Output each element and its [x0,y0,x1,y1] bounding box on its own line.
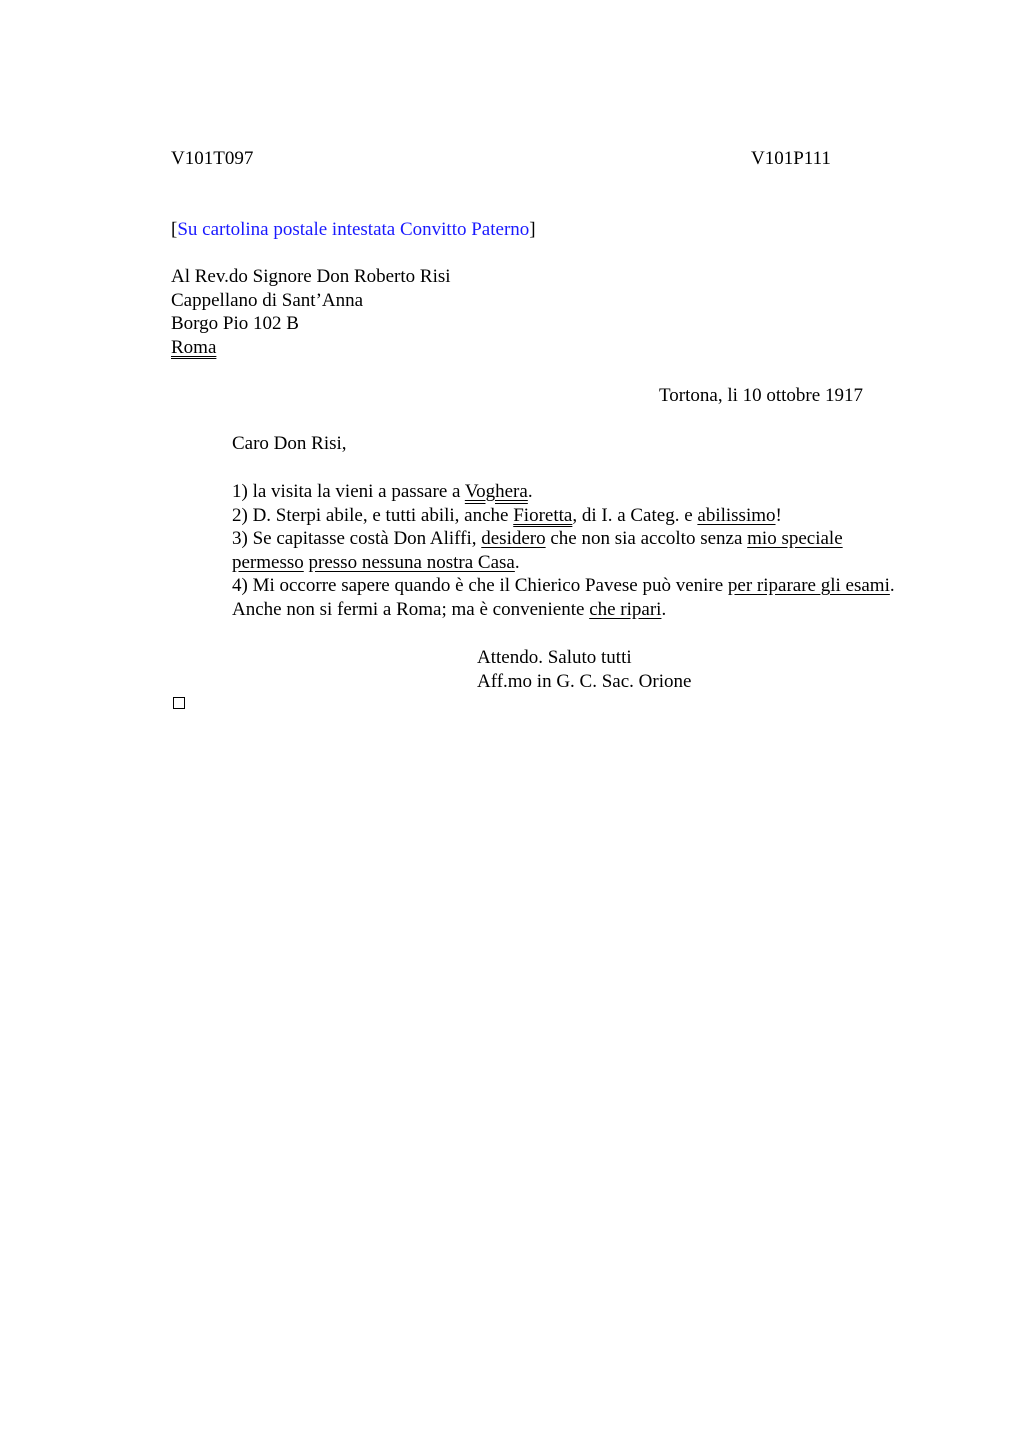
p4-underlined-esami: per riparare gli esami [727,575,890,596]
p2-text-a: 2) D. Sterpi abile, e tutti abili, anche [232,504,514,526]
paragraph-2 [232,504,912,528]
closing-line-2: Aff.mo in G. C. Sac. Orione [477,670,692,692]
p3-text-b: che non sia accolto senza [545,528,748,549]
p1-text-a: 1) la visita la vieni a passare a [232,481,465,502]
address-line-3: Borgo Pio 102 B [171,313,299,334]
p4-text-b: . Anche non si fermi a Roma; ma è conveniente [232,575,895,620]
p3-text-a: 3) Se capitasse costà Don Aliffi, [232,528,482,549]
p2-underlined-fioretta: Fioretta [513,504,573,526]
address-city [171,336,451,360]
p3-underlined-casa: presso nessuna nostra Casa [308,551,515,573]
p3-underlined-permesso: mio speciale permesso [232,528,843,573]
address-line-1: Al Rev.do Signore Don Roberto Risi [171,266,451,287]
p2-text-b: , di I. a Categ. e [572,504,698,526]
note-open-bracket: [ [171,219,178,240]
closing-line-1: Attendo. Saluto tutti [477,647,632,668]
greeting: Caro Don Risi, [232,433,347,454]
address-line-2: Cappellano di Sant’Anna [171,289,364,311]
p4-text-a: 4) Mi occorre sapere quando è che il Chierico Pavese può venire [232,575,728,596]
end-marker-box [173,697,185,709]
note-close-bracket: ] [529,219,536,240]
note-text: Su cartolina postale intestata Convitto Paterno [177,219,530,240]
editorial-note [171,218,536,242]
paragraph-1 [232,480,912,504]
p3-underlined-desidero: desidero [481,528,546,549]
p4-underlined-ripari: che ripari [589,598,662,620]
document-code-left: V101T097 [171,148,254,169]
letter-date: Tortona, li 10 ottobre 1917 [659,385,863,406]
document-code-right: V101P111 [751,148,831,169]
recipient-address [171,265,451,359]
paragraph-3 [232,527,912,574]
p2-underlined-abilissimo: abilissimo [697,504,776,526]
letter-body [232,480,912,621]
p2-text-c: ! [775,504,782,526]
p1-text-b: . [527,481,533,502]
p4-text-c: . [661,598,667,620]
p3-text-d: . [514,551,520,573]
address-city-text: Roma [171,336,217,358]
p1-underlined-voghera: Voghera [464,481,528,502]
paragraph-4 [232,574,912,621]
closing-signature [477,646,691,693]
